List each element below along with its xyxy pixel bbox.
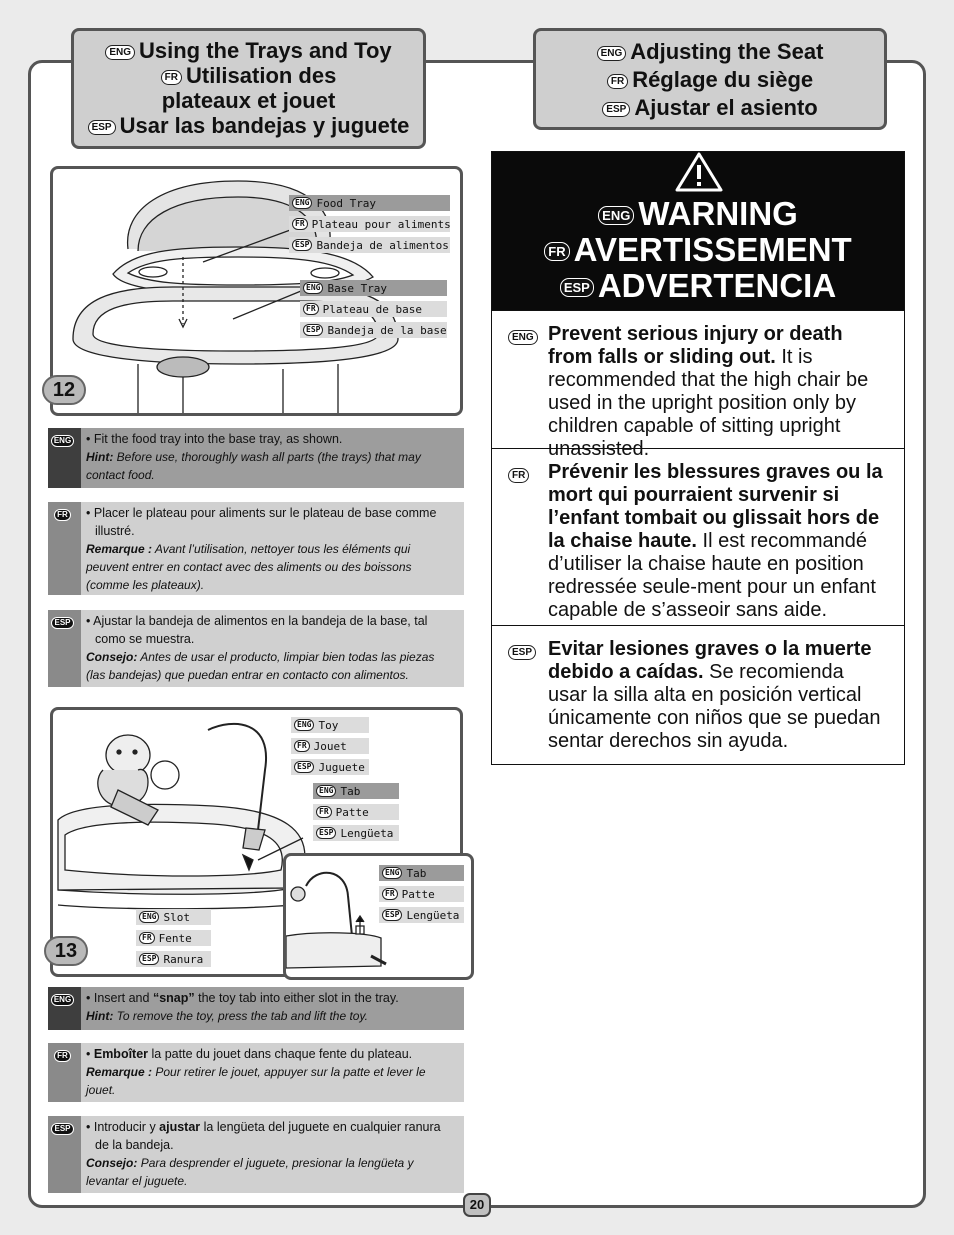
food-tray-label-fr [289, 216, 450, 232]
eng-badge: ENG [597, 46, 627, 61]
tab-label-eng [313, 783, 399, 799]
instruction-text-span: Placer le plateau pour aliments sur le plateau de base comme illustré. [93, 506, 437, 538]
text-post: la patte du jouet dans chaque fente du plateau. [148, 1047, 413, 1061]
label-text: Toy [318, 718, 339, 732]
esp-badge: ESP [51, 617, 73, 629]
slot-labels [136, 909, 211, 972]
warning-fr-bold: Prévenir les blessures graves ou la mort qui pourraient survenir si l’enfant tombait ou glissait hors de la chaise haute. [548, 461, 883, 552]
step-number-13: 13 [44, 936, 88, 966]
slot-label-eng [136, 909, 211, 925]
fr-badge: FR [303, 303, 319, 315]
fr-badge: FR [292, 218, 308, 230]
warning-fr-text: Il est recommandé d’utiliser la chaise haute en position redressée seule-ment pour un enfant capable de s’asseoir sans aide. [548, 530, 876, 621]
tab-labels [313, 783, 399, 846]
header-left-eng: Using the Trays and Toy [139, 38, 392, 63]
esp-badge: ESP [88, 120, 116, 135]
instruction-text: • Ajustar la bandeja de alimentos en la bandeja de la base, tal como se muestra. [86, 614, 428, 646]
inset-tab-label-fr [379, 886, 464, 902]
label-text: Base Tray [327, 281, 388, 295]
label-text: Fente [158, 931, 192, 945]
instruction-text: • Introducir y ajustar la lengüeta del juguete en cualquier ranura de la bandeja. [86, 1120, 441, 1152]
eng-badge: ENG [598, 206, 634, 225]
fr-tag [48, 502, 81, 595]
warning-title-eng: WARNING [638, 195, 798, 232]
esp-badge: ESP [560, 278, 594, 297]
fr-badge: FR [544, 242, 569, 261]
label-text: Food Tray [316, 196, 377, 210]
esp-badge: ESP [508, 645, 536, 660]
eng-badge: ENG [303, 282, 323, 294]
hint [86, 540, 456, 594]
toy-labels [291, 717, 369, 780]
warning-eng-text: It is recommended that the high chair be used in the upright position only by children capable of sitting upright unassisted. [548, 346, 869, 460]
slot-label-esp [136, 951, 211, 967]
warning-esp-text: Se recomienda usar la silla alta en posición vertical únicamente con niños que se puedan sentar derechos sin ayuda. [548, 661, 881, 752]
eng-tag [48, 428, 81, 488]
hint [86, 1154, 456, 1190]
esp-badge: ESP [139, 953, 159, 965]
step-12-esp-instructions [48, 610, 464, 687]
esp-tag [48, 1116, 81, 1193]
warning-esp-bold: Evitar lesiones graves o la muerte debido a caídas. [548, 638, 872, 683]
step-13-inset-illustration [283, 853, 474, 980]
section-header-trays-toy [71, 28, 426, 149]
hint-label: Remarque : [86, 1065, 153, 1079]
fr-badge: FR [139, 932, 155, 944]
warning-header [492, 152, 904, 310]
label-text: Patte [401, 887, 435, 901]
eng-badge: ENG [292, 197, 312, 209]
eng-badge: ENG [294, 719, 314, 731]
label-text: Lengüeta [406, 908, 460, 922]
hint-label: Remarque : [86, 542, 153, 556]
instruction-text: • Placer le plateau pour aliments sur le plateau de base comme illustré. [86, 506, 437, 538]
esp-badge: ESP [303, 324, 323, 336]
fr-badge: FR [508, 468, 529, 483]
step-12-illustration [50, 166, 463, 416]
hint-label: Hint: [86, 450, 114, 464]
esp-badge: ESP [51, 1123, 73, 1135]
base-tray-label-eng [300, 280, 447, 296]
eng-badge: ENG [105, 45, 135, 60]
text-pre: Introducir y [93, 1120, 160, 1134]
warning-box [491, 151, 905, 765]
base-tray-label-fr [300, 301, 447, 317]
warning-title-esp: ADVERTENCIA [597, 267, 837, 304]
step-13-esp-instructions [48, 1116, 464, 1193]
label-text: Tab [406, 866, 427, 880]
text-strong: “snap” [152, 991, 195, 1005]
fr-badge: FR [54, 1050, 71, 1062]
header-right-eng: Adjusting the Seat [630, 39, 824, 64]
hint-label: Hint: [86, 1009, 114, 1023]
warning-eng-bold: Prevent serious injury or death from falls or sliding out. [548, 323, 843, 368]
label-text: Patte [335, 805, 369, 819]
eng-badge: ENG [139, 911, 159, 923]
toy-label-esp [291, 759, 369, 775]
hint [86, 1007, 456, 1025]
label-text: Plateau de base [322, 302, 422, 316]
esp-badge: ESP [294, 761, 314, 773]
warning-triangle-icon [674, 150, 724, 194]
label-text: Lengüeta [340, 826, 394, 840]
label-text: Slot [163, 910, 190, 924]
esp-badge: ESP [292, 239, 312, 251]
label-text: Jouet [313, 739, 347, 753]
hint-label: Consejo: [86, 1156, 138, 1170]
food-tray-label-esp [289, 237, 450, 253]
step-12-fr-instructions [48, 502, 464, 595]
hint-text: To remove the toy, press the tab and lift the toy. [116, 1009, 368, 1023]
warning-title-fr: AVERTISSEMENT [573, 231, 852, 268]
food-tray-labels [289, 195, 450, 258]
inset-tab-label-eng [379, 865, 464, 881]
header-right-esp: Ajustar el asiento [634, 95, 818, 120]
eng-badge: ENG [508, 330, 538, 345]
label-text: Bandeja de la base [327, 323, 447, 337]
hint-text: Avant l’utilisation, nettoyer tous les éléments qui peuvent entrer en contact avec des aliments ou des boissons (comme les plateaux). [86, 542, 412, 592]
instruction-text-span: Fit the food tray into the base tray, as shown. [93, 432, 343, 446]
eng-badge: ENG [51, 435, 74, 447]
header-left-fr-1: Utilisation des [185, 63, 337, 88]
step-13-fr-instructions [48, 1043, 464, 1102]
fr-tag [48, 1043, 81, 1102]
warning-section-esp [492, 625, 904, 761]
hint [86, 448, 456, 484]
text-post: the toy tab into either slot in the tray. [194, 991, 399, 1005]
hint [86, 1063, 456, 1099]
esp-badge: ESP [382, 909, 402, 921]
fr-badge: FR [316, 806, 332, 818]
step-13-eng-instructions [48, 987, 464, 1030]
hint-label: Consejo: [86, 650, 138, 664]
warning-section-eng [492, 310, 904, 460]
fr-badge: FR [382, 888, 398, 900]
fr-badge: FR [54, 509, 71, 521]
hint-text: Pour retirer le jouet, appuyer sur la patte et lever le jouet. [86, 1065, 426, 1097]
step-number-12: 12 [42, 375, 86, 405]
slot-label-fr [136, 930, 211, 946]
inset-tab-label-esp [379, 907, 464, 923]
header-left-esp: Usar las bandejas y juguete [119, 113, 410, 138]
eng-badge: ENG [382, 867, 402, 879]
esp-badge: ESP [602, 102, 630, 117]
esp-tag [48, 610, 81, 687]
text-strong: ajustar [159, 1120, 201, 1134]
label-text: Ranura [163, 952, 204, 966]
label-text: Juguete [318, 760, 365, 774]
header-right-fr: Réglage du siège [632, 67, 814, 92]
fr-badge: FR [294, 740, 310, 752]
inset-tab-labels [379, 865, 464, 928]
eng-badge: ENG [51, 994, 74, 1006]
section-header-adjust-seat [533, 28, 887, 130]
instruction-text-span: Ajustar la bandeja de alimentos en la bandeja de la base, tal como se muestra. [93, 614, 428, 646]
toy-label-fr [291, 738, 369, 754]
label-text: Plateau pour aliments [311, 217, 451, 231]
hint [86, 648, 456, 684]
text-strong: Emboîter [93, 1047, 149, 1061]
fr-badge: FR [607, 74, 628, 89]
text-post: la lengüeta del juguete en cualquier ranura de la bandeja. [95, 1120, 441, 1152]
fr-badge: FR [161, 70, 182, 85]
food-tray-label-eng [289, 195, 450, 211]
hint-text: Before use, thoroughly wash all parts (the trays) that may contact food. [86, 450, 421, 482]
hint-text: Para desprender el juguete, presionar la lengüeta y levantar el juguete. [86, 1156, 414, 1188]
tab-label-esp [313, 825, 399, 841]
text-pre: Insert and [93, 991, 153, 1005]
base-tray-labels [300, 280, 447, 343]
eng-tag [48, 987, 81, 1030]
step-12-eng-instructions [48, 428, 464, 488]
toy-label-eng [291, 717, 369, 733]
esp-badge: ESP [316, 827, 336, 839]
instruction-text: • Emboîter la patte du jouet dans chaque fente du plateau. [86, 1047, 413, 1061]
eng-badge: ENG [316, 785, 336, 797]
page-number: 20 [463, 1193, 491, 1217]
instruction-text: • Insert and “snap” the toy tab into either slot in the tray. [86, 991, 399, 1005]
base-tray-label-esp [300, 322, 447, 338]
hint-text: Antes de usar el producto, limpiar bien todas las piezas (las bandejas) que puedan entrar en contacto con alimentos. [86, 650, 435, 682]
instruction-text: • Fit the food tray into the base tray, as shown. [86, 432, 343, 446]
tab-label-fr [313, 804, 399, 820]
header-left-fr-2: plateaux et jouet [161, 88, 336, 113]
label-text: Tab [340, 784, 361, 798]
warning-section-fr [492, 448, 904, 625]
label-text: Bandeja de alimentos [316, 238, 449, 252]
